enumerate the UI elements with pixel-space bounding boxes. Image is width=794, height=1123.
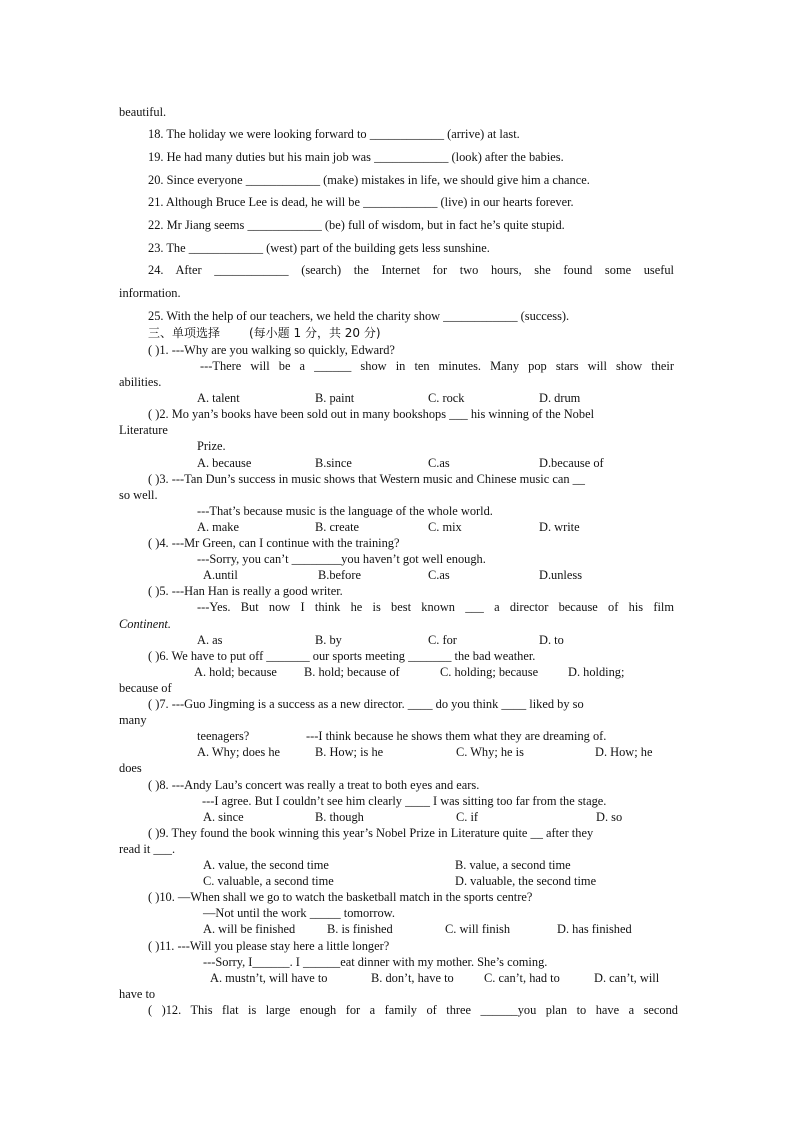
mc-question-1-line3: abilities.	[119, 375, 162, 389]
option-d: D. write	[539, 520, 580, 534]
option-a: A. make	[197, 520, 239, 534]
option-d: D. valuable, the second time	[455, 874, 597, 888]
option-c: C. can’t, had to	[484, 971, 560, 985]
option-c: C. will finish	[445, 922, 511, 936]
option-d: D. to	[539, 633, 564, 647]
section-title: 三、单项选择	[148, 326, 221, 340]
mc-question-8: ( )8. ---Andy Lau’s concert was really a treat to both eyes and ears.	[148, 778, 480, 792]
option-c: C.as	[428, 456, 450, 470]
mc-question-10: ( )10. —When shall we go to watch the basketball match in the sports centre?	[148, 890, 533, 904]
option-b: B. by	[315, 633, 342, 647]
question-25: 25. With the help of our teachers, we held the charity show ____________ (success).	[148, 309, 570, 323]
question-22: 22. Mr Jiang seems ____________ (be) full of wisdom, but in fact he’s quite stupid.	[148, 218, 565, 232]
question-21: 21. Although Bruce Lee is dead, he will be ____________ (live) in our hearts forever.	[148, 195, 574, 209]
mc-question-5: ( )5. ---Han Han is really a good writer.	[148, 584, 343, 598]
option-a: A. since	[203, 810, 244, 824]
mc-question-7: ( )7. ---Guo Jingming is a success as a new director. ____ do you think ____ liked by so	[148, 697, 584, 711]
mc-question-7-line3: teenagers?	[197, 729, 250, 743]
question-20: 20. Since everyone ____________ (make) mistakes in life, we should give him a chance.	[148, 173, 590, 187]
mc-question-7-line2: many	[119, 713, 147, 727]
mc-question-10-line2: —Not until the work _____ tomorrow.	[203, 906, 395, 920]
mc-question-12: ( )12. This flat is large enough for a family of three ______you plan to have a second	[148, 1003, 678, 1017]
option-a: A. as	[197, 633, 223, 647]
mc-question-11: ( )11. ---Will you please stay here a little longer?	[148, 939, 390, 953]
mc-question-9: ( )9. They found the book winning this year’s Nobel Prize in Literature quite __ after they	[148, 826, 594, 840]
mc-question-5-line3: Continent.	[119, 617, 171, 631]
section-note: (每小题 1 分，共 20 分)	[249, 326, 381, 340]
option-c: C. Why; he is	[456, 745, 524, 759]
mc-question-9-line2: read it ___.	[119, 842, 176, 856]
mc-question-5-line2: ---Yes. But now I think he is best known ___ a director because of his film	[197, 600, 674, 614]
mc-question-3: ( )3. ---Tan Dun’s success in music shows that Western music and Chinese music can __	[148, 472, 585, 486]
option-b: B. value, a second time	[455, 858, 571, 872]
option-d: D. How; he	[595, 745, 653, 759]
mc-question-6: ( )6. We have to put off _______ our sports meeting _______ the bad weather.	[148, 649, 536, 663]
option-b: B. though	[315, 810, 364, 824]
option-b: B. paint	[315, 391, 355, 405]
mc-question-2-line2: Literature	[119, 423, 168, 437]
option-c: C. mix	[428, 520, 462, 534]
option-d: D.unless	[539, 568, 583, 582]
question-23: 23. The ____________ (west) part of the building gets less sunshine.	[148, 241, 490, 255]
mc-question-7-answer-line: ---I think because he shows them what they are dreaming of.	[306, 729, 607, 743]
mc-question-1: ( )1. ---Why are you walking so quickly, Edward?	[148, 343, 395, 357]
question-24-line1: 24. After ____________ (search) the Internet for two hours, she found some useful	[148, 263, 674, 277]
option-d: D. holding;	[568, 665, 625, 679]
question-24-line2: information.	[119, 286, 181, 300]
option-d: D. so	[596, 810, 623, 824]
mc-question-2: ( )2. Mo yan’s books have been sold out in many bookshops ___ his winning of the Nobel	[148, 407, 595, 421]
option-a: A. because	[197, 456, 252, 470]
option-c: C. valuable, a second time	[203, 874, 334, 888]
option-c: C. rock	[428, 391, 465, 405]
option-a: A. Why; does he	[197, 745, 281, 759]
option-b: B. How; is he	[315, 745, 384, 759]
mc-question-6-line3: because of	[119, 681, 172, 695]
mc-question-4: ( )4. ---Mr Green, can I continue with the training?	[148, 536, 400, 550]
question-18: 18. The holiday we were looking forward to ____________ (arrive) at last.	[148, 127, 520, 141]
option-d: D. has finished	[557, 922, 632, 936]
option-b: B. is finished	[327, 922, 393, 936]
mc-question-3-line2: so well.	[119, 488, 158, 502]
option-b: B. don’t, have to	[371, 971, 454, 985]
mc-question-2-line3: Prize.	[197, 439, 226, 453]
option-a: A. value, the second time	[203, 858, 329, 872]
option-c: C. for	[428, 633, 457, 647]
mc-question-4-line2: ---Sorry, you can’t ________you haven’t got well enough.	[197, 552, 486, 566]
mc-question-8-line2: ---I agree. But I couldn’t see him clearly ____ I was sitting too far from the stage.	[202, 794, 607, 808]
option-a: A. will be finished	[203, 922, 296, 936]
option-b: B. create	[315, 520, 360, 534]
continued-text: beautiful.	[119, 105, 167, 119]
option-c: C.as	[428, 568, 450, 582]
mc-question-3-line3: ---That’s because music is the language of the whole world.	[197, 504, 493, 518]
option-b: B.since	[315, 456, 352, 470]
mc-question-11-line4: have to	[119, 987, 156, 1001]
option-d: D. drum	[539, 391, 581, 405]
option-c: C. if	[456, 810, 479, 824]
mc-question-1-line2: ---There will be a ______ show in ten minutes. Many pop stars will show their	[200, 359, 674, 373]
option-c: C. holding; because	[440, 665, 539, 679]
option-b: B. hold; because of	[304, 665, 400, 679]
option-d: D.because of	[539, 456, 604, 470]
mc-question-11-line2: ---Sorry, I______. I ______eat dinner with my mother. She’s coming.	[203, 955, 548, 969]
question-19: 19. He had many duties but his main job was ____________ (look) after the babies.	[148, 150, 564, 164]
mc-question-7-line5: does	[119, 761, 142, 775]
option-a: A. hold; because	[194, 665, 277, 679]
option-a: A. mustn’t, will have to	[210, 971, 328, 985]
option-a: A. talent	[197, 391, 240, 405]
option-a: A.until	[203, 568, 238, 582]
option-d: D. can’t, will	[594, 971, 660, 985]
option-b: B.before	[318, 568, 362, 582]
